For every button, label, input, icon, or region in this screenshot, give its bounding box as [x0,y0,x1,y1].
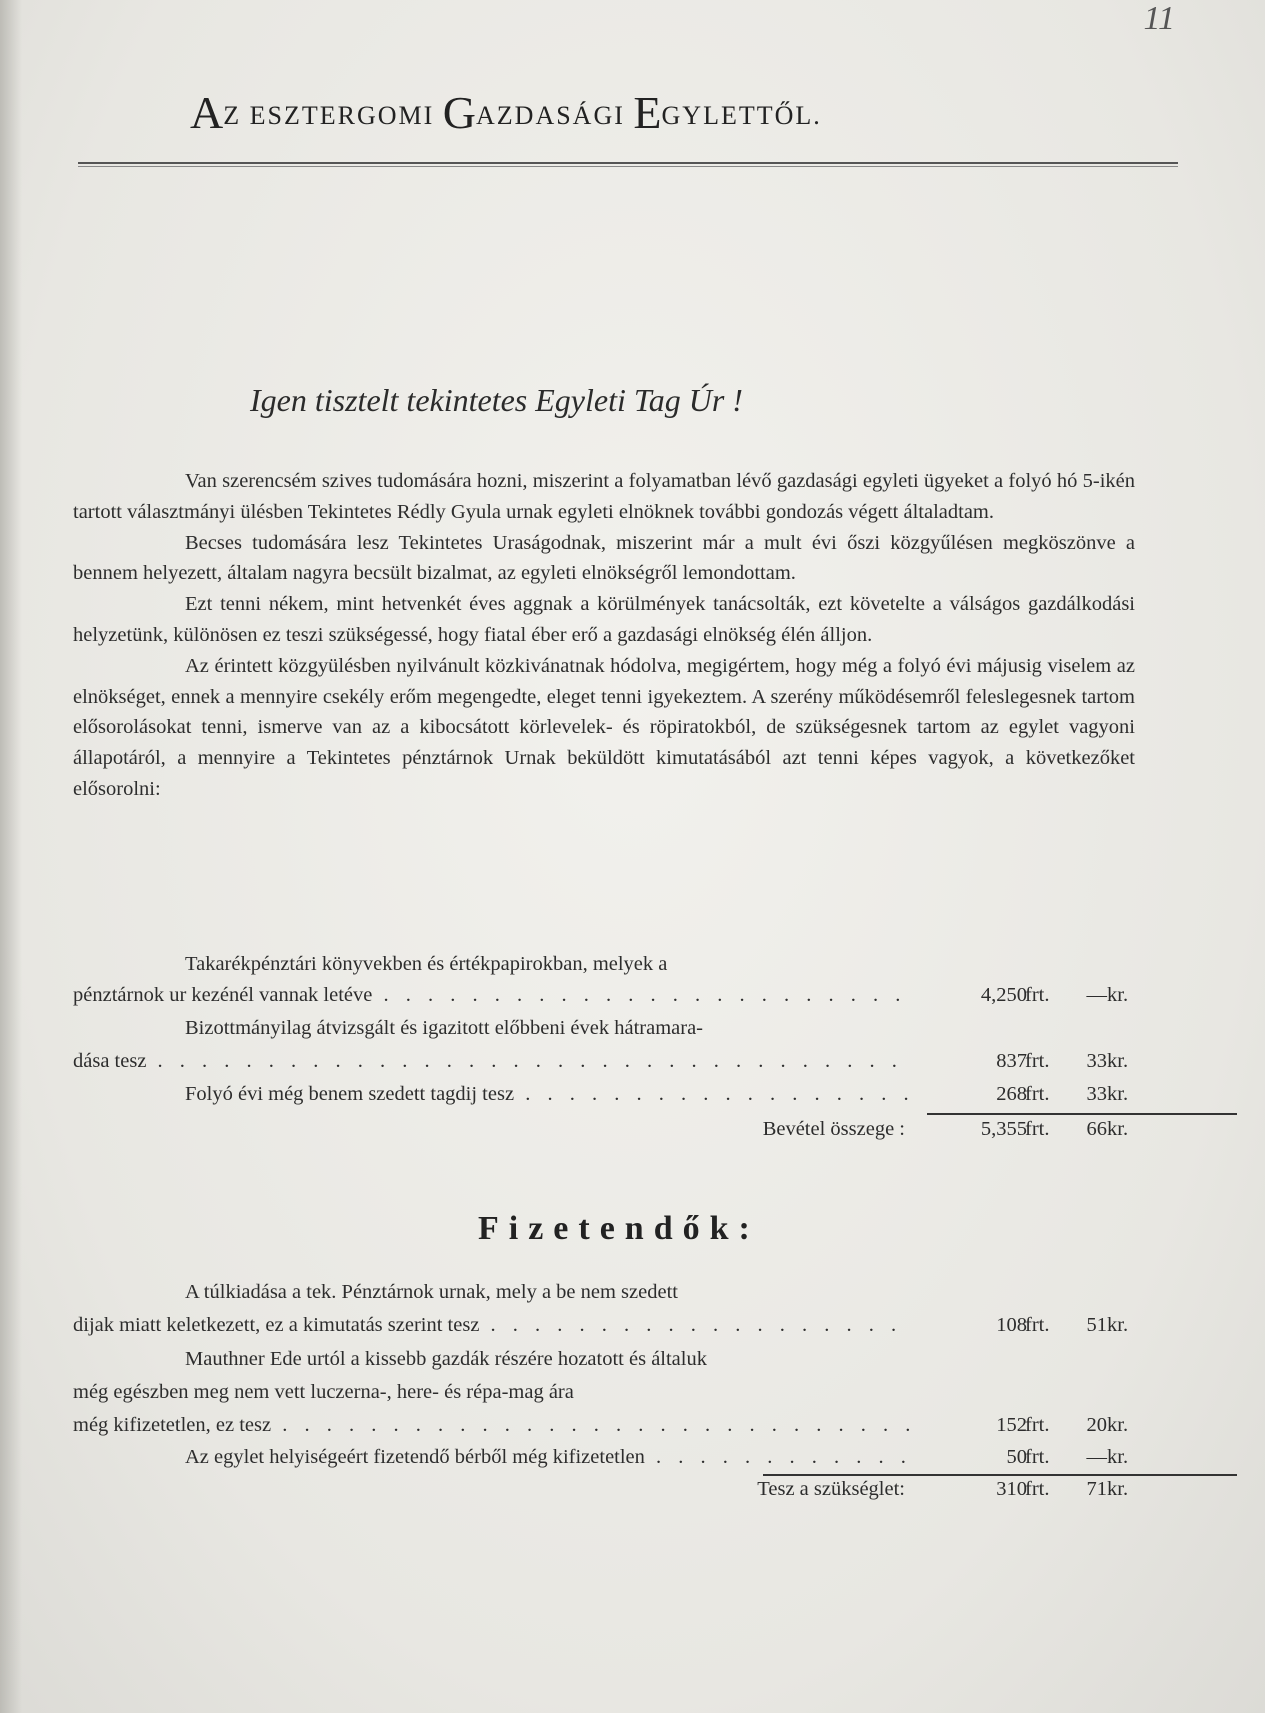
expense-item-2-line1: Mauthner Ede urtól a kissebb gazdák részére hozatott és általuk [185,1348,707,1370]
expenses-total-unit: kr. [1107,1478,1129,1500]
expense-item-3-unit: kr. [1107,1446,1129,1468]
ledger-row [73,1314,1135,1344]
income-item-1-line2: pénztárnok ur kezénél vannak letéve . . . [73,984,913,1007]
income-item-3-fill: 33 [1086,1083,1107,1105]
letterhead-rule [78,162,1178,164]
expense-item-1-currency: frt. [1025,1314,1050,1336]
income-item-3-currency: frt. [1025,1083,1050,1105]
income-sum-rule [927,1113,1237,1115]
income-item-1-amount: 4,250 [980,984,1027,1006]
expenses-total-currency: frt. [1025,1478,1050,1500]
ledger-line [73,1017,1135,1047]
letterhead-initial-g: G [442,87,477,138]
income-total-unit: kr. [1107,1118,1129,1140]
income-total-amount: 5,355 [980,1118,1027,1140]
expense-item-1-fill: 51 [1086,1314,1107,1336]
income-item-2-line2: dása tesz . . . [73,1050,913,1073]
page-number: 11 [1143,0,1175,37]
expense-item-2-fill: 20 [1086,1414,1107,1436]
ledger-row [73,1414,1135,1444]
ledger-total-row [73,1478,1135,1508]
ledger-line [73,953,1135,983]
expenses-heading: Fizetendők: [478,1210,760,1247]
letterhead-text-3: GYLETTŐL. [661,101,822,130]
expenses-total-fill: 71 [1086,1478,1107,1500]
ledger-row [73,1446,1135,1476]
ledger-row [73,984,1135,1014]
letterhead [190,82,1070,142]
paragraph-3: Ezt tenni nékem, mint hetvenkét éves aggnak a körülmények tanácsolták, ezt követelte a válságos gazdálkodási helyzetünk, különösen ez teszi szükségessé, hogy fiatal éber erő a gazdasági elnökség élén álljon. [73,593,1135,646]
income-item-2-amount: 837 [996,1050,1027,1072]
letterhead-text-1: Z ESZTERGOMI [223,101,443,130]
expense-item-2-line1b: még egészben meg nem vett luczerna-, here- és répa-mag ára [73,1381,574,1403]
expense-item-1-unit: kr. [1107,1314,1129,1336]
letterhead-initial-a: A [190,87,224,138]
expense-item-3-amount: 50 [1006,1446,1027,1468]
ledger-total-row [73,1118,1135,1148]
expenses-total-label: Tesz a szükséglet: [757,1478,905,1500]
income-total-currency: frt. [1025,1118,1050,1140]
income-total-label: Bevétel összege : [762,1118,905,1140]
letterhead-initial-e: E [633,87,662,138]
income-item-3-line: Folyó évi még benem szedett tagdij tesz . . . [73,1083,913,1106]
expense-item-2-currency: frt. [1025,1414,1050,1436]
expense-item-2-line2: még kifizetetlen, ez tesz . . . [73,1414,913,1437]
expense-item-2-unit: kr. [1107,1414,1129,1436]
expense-item-1-line2: dijak miatt keletkezett, ez a kimutatás szerint tesz . . . [73,1314,913,1337]
expense-item-1-amount: 108 [996,1314,1027,1336]
income-item-1-currency: frt. [1025,984,1050,1006]
page-edge-shadow [0,0,22,1713]
ledger-line [73,1281,1135,1311]
paragraph-4: Az érintett közgyülésben nyilvánult közkivánatnak hódolva, megigértem, hogy még a folyó évi májusig viselem az elnökséget, ennek a mennyire csekély erőm megengedte, eleget tenni igyekeztem. A szerény működésemről feleslegesnek tartom elősorolásokat tenni, ismerve van az a kibocsátott körlevelek- és röpiratokból, de szükségesnek tartom az egylet vagyoni állapotáról, a mennyire a Tekintetes pénztárnok Urnak beküldött kimutatásából azt tenni képes vagyok, a következőket elősorolni: [73,654,1135,800]
income-item-3-amount: 268 [996,1083,1027,1105]
expense-item-1-line1: A túlkiadása a tek. Pénztárnok urnak, mely a be nem szedett [185,1281,678,1303]
expense-item-3-line: Az egylet helyiségeért fizetendő bérből még kifizetetlen . . . [73,1446,913,1469]
ledger-line [73,1348,1135,1378]
expense-item-2-amount: 152 [996,1414,1027,1436]
ledger-row [73,1083,1135,1113]
paragraph-2: Becses tudomására lesz Tekintetes Uraságodnak, miszerint már a mult évi őszi közgyűlésen megköszönve a bennem helyezett, általam nagyra becsült bizalmat, az egyleti elnökségről lemondottam. [73,531,1135,585]
letterhead-text-2: AZDASÁGI [476,101,634,130]
income-item-1-unit: kr. [1107,984,1129,1006]
income-item-3-unit: kr. [1107,1083,1129,1105]
salutation: Igen tisztelt tekintetes Egyleti Tag Úr ! [250,382,743,418]
ledger-row [73,1050,1135,1080]
income-item-2-currency: frt. [1025,1050,1050,1072]
income-item-1-line1: Takarékpénztári könyvekben és értékpapirokban, melyek a [185,953,668,975]
expenses-total-amount: 310 [996,1478,1027,1500]
paragraph-1: Van szerencsém szives tudomására hozni, miszerint a folyamatban lévő gazdasági egyleti ügyeket a folyó hó 5-ikén tartott választmányi ülésben Tekintetes Rédly Gyula urnak egyleti elnöknek további gondozás végett általadtam. [73,470,1135,523]
income-item-2-line1: Bizottmányilag átvizsgált és igazitott előbbeni évek hátramara- [185,1017,704,1039]
income-item-1-fill: — [1086,984,1107,1006]
letter-body [73,466,1135,805]
expense-item-3-currency: frt. [1025,1446,1050,1468]
expenses-sum-rule [763,1474,1237,1476]
letterhead-rule-thin [78,166,1178,167]
income-total-fill: 66 [1086,1118,1107,1140]
income-item-2-unit: kr. [1107,1050,1129,1072]
income-item-2-fill: 33 [1086,1050,1107,1072]
ledger-line [73,1381,1135,1411]
expense-item-3-fill: — [1086,1446,1107,1468]
